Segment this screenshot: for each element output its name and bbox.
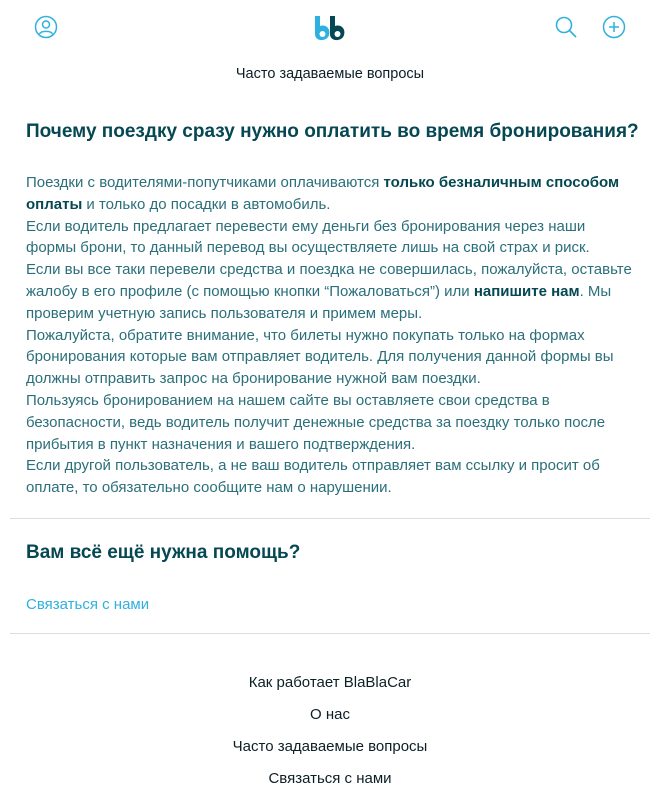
faq-answer — [26, 172, 638, 499]
answer-paragraph: Если водитель предлагает перевести ему деньги без бронирования через наши формы брони, то данный перевод вы осуществляете лишь на свой страх и риск. — [26, 217, 590, 257]
help-title: Вам всё ещё нужна помощь? — [26, 542, 301, 563]
user-circle-icon[interactable] — [33, 14, 59, 40]
answer-emphasis: только безналичным способом оплаты — [26, 174, 620, 213]
footer-link-contact[interactable]: Связаться с нами — [268, 770, 392, 787]
footer-link-how-it-works[interactable]: Как работает BlaBlaCar — [248, 674, 412, 691]
answer-text: . Мы проверим учетную запись пользователя и примем меры. — [26, 282, 612, 322]
answer-paragraph — [26, 259, 638, 324]
answer-text: и только до посадки в автомобиль. — [82, 195, 331, 213]
answer-paragraph: Пользуясь бронированием на нашем сайте вы оставляете свои средства в безопасности, ведь водитель получит денежные средства за поездку только после прибытия в пункт назначения и вашего подтверждения. — [26, 391, 606, 453]
breadcrumb[interactable]: Часто задаваемые вопросы — [235, 66, 425, 82]
answer-text: Если вы все таки перевели средства и поездка не совершилась, пожалуйста, оставьте жалобу в его профиле (с помощью кнопки “Пожаловаться”) или — [26, 261, 632, 300]
footer-link-about[interactable]: О нас — [310, 706, 350, 723]
write-us-link[interactable]: напишите нам — [473, 282, 580, 300]
divider — [10, 633, 650, 634]
plus-circle-icon[interactable] — [601, 14, 627, 40]
footer-link-faq[interactable]: Часто задаваемые вопросы — [232, 738, 428, 755]
divider — [10, 518, 650, 519]
answer-text: Поездки с водителями-попутчиками оплачиваются — [26, 174, 384, 191]
faq-question-title: Почему поездку сразу нужно оплатить во время бронирования? — [26, 121, 639, 142]
blablacar-logo-icon[interactable] — [312, 12, 348, 44]
answer-paragraph: Пожалуйста, обратите внимание, что билеты нужно покупать только на формах бронирования которые вам отправляет водитель. Для получения данной формы вы должны отправить запрос на бронирование нужной вам поездки. — [26, 326, 614, 388]
answer-paragraph: Если другой пользователь, а не ваш водитель отправляет вам ссылку и просит об оплате, то обязательно сообщите нам о нарушении. — [26, 457, 600, 497]
answer-paragraph — [26, 172, 638, 216]
top-bar — [0, 0, 660, 60]
search-icon[interactable] — [553, 14, 579, 40]
contact-us-link[interactable]: Связаться с нами — [26, 596, 150, 613]
